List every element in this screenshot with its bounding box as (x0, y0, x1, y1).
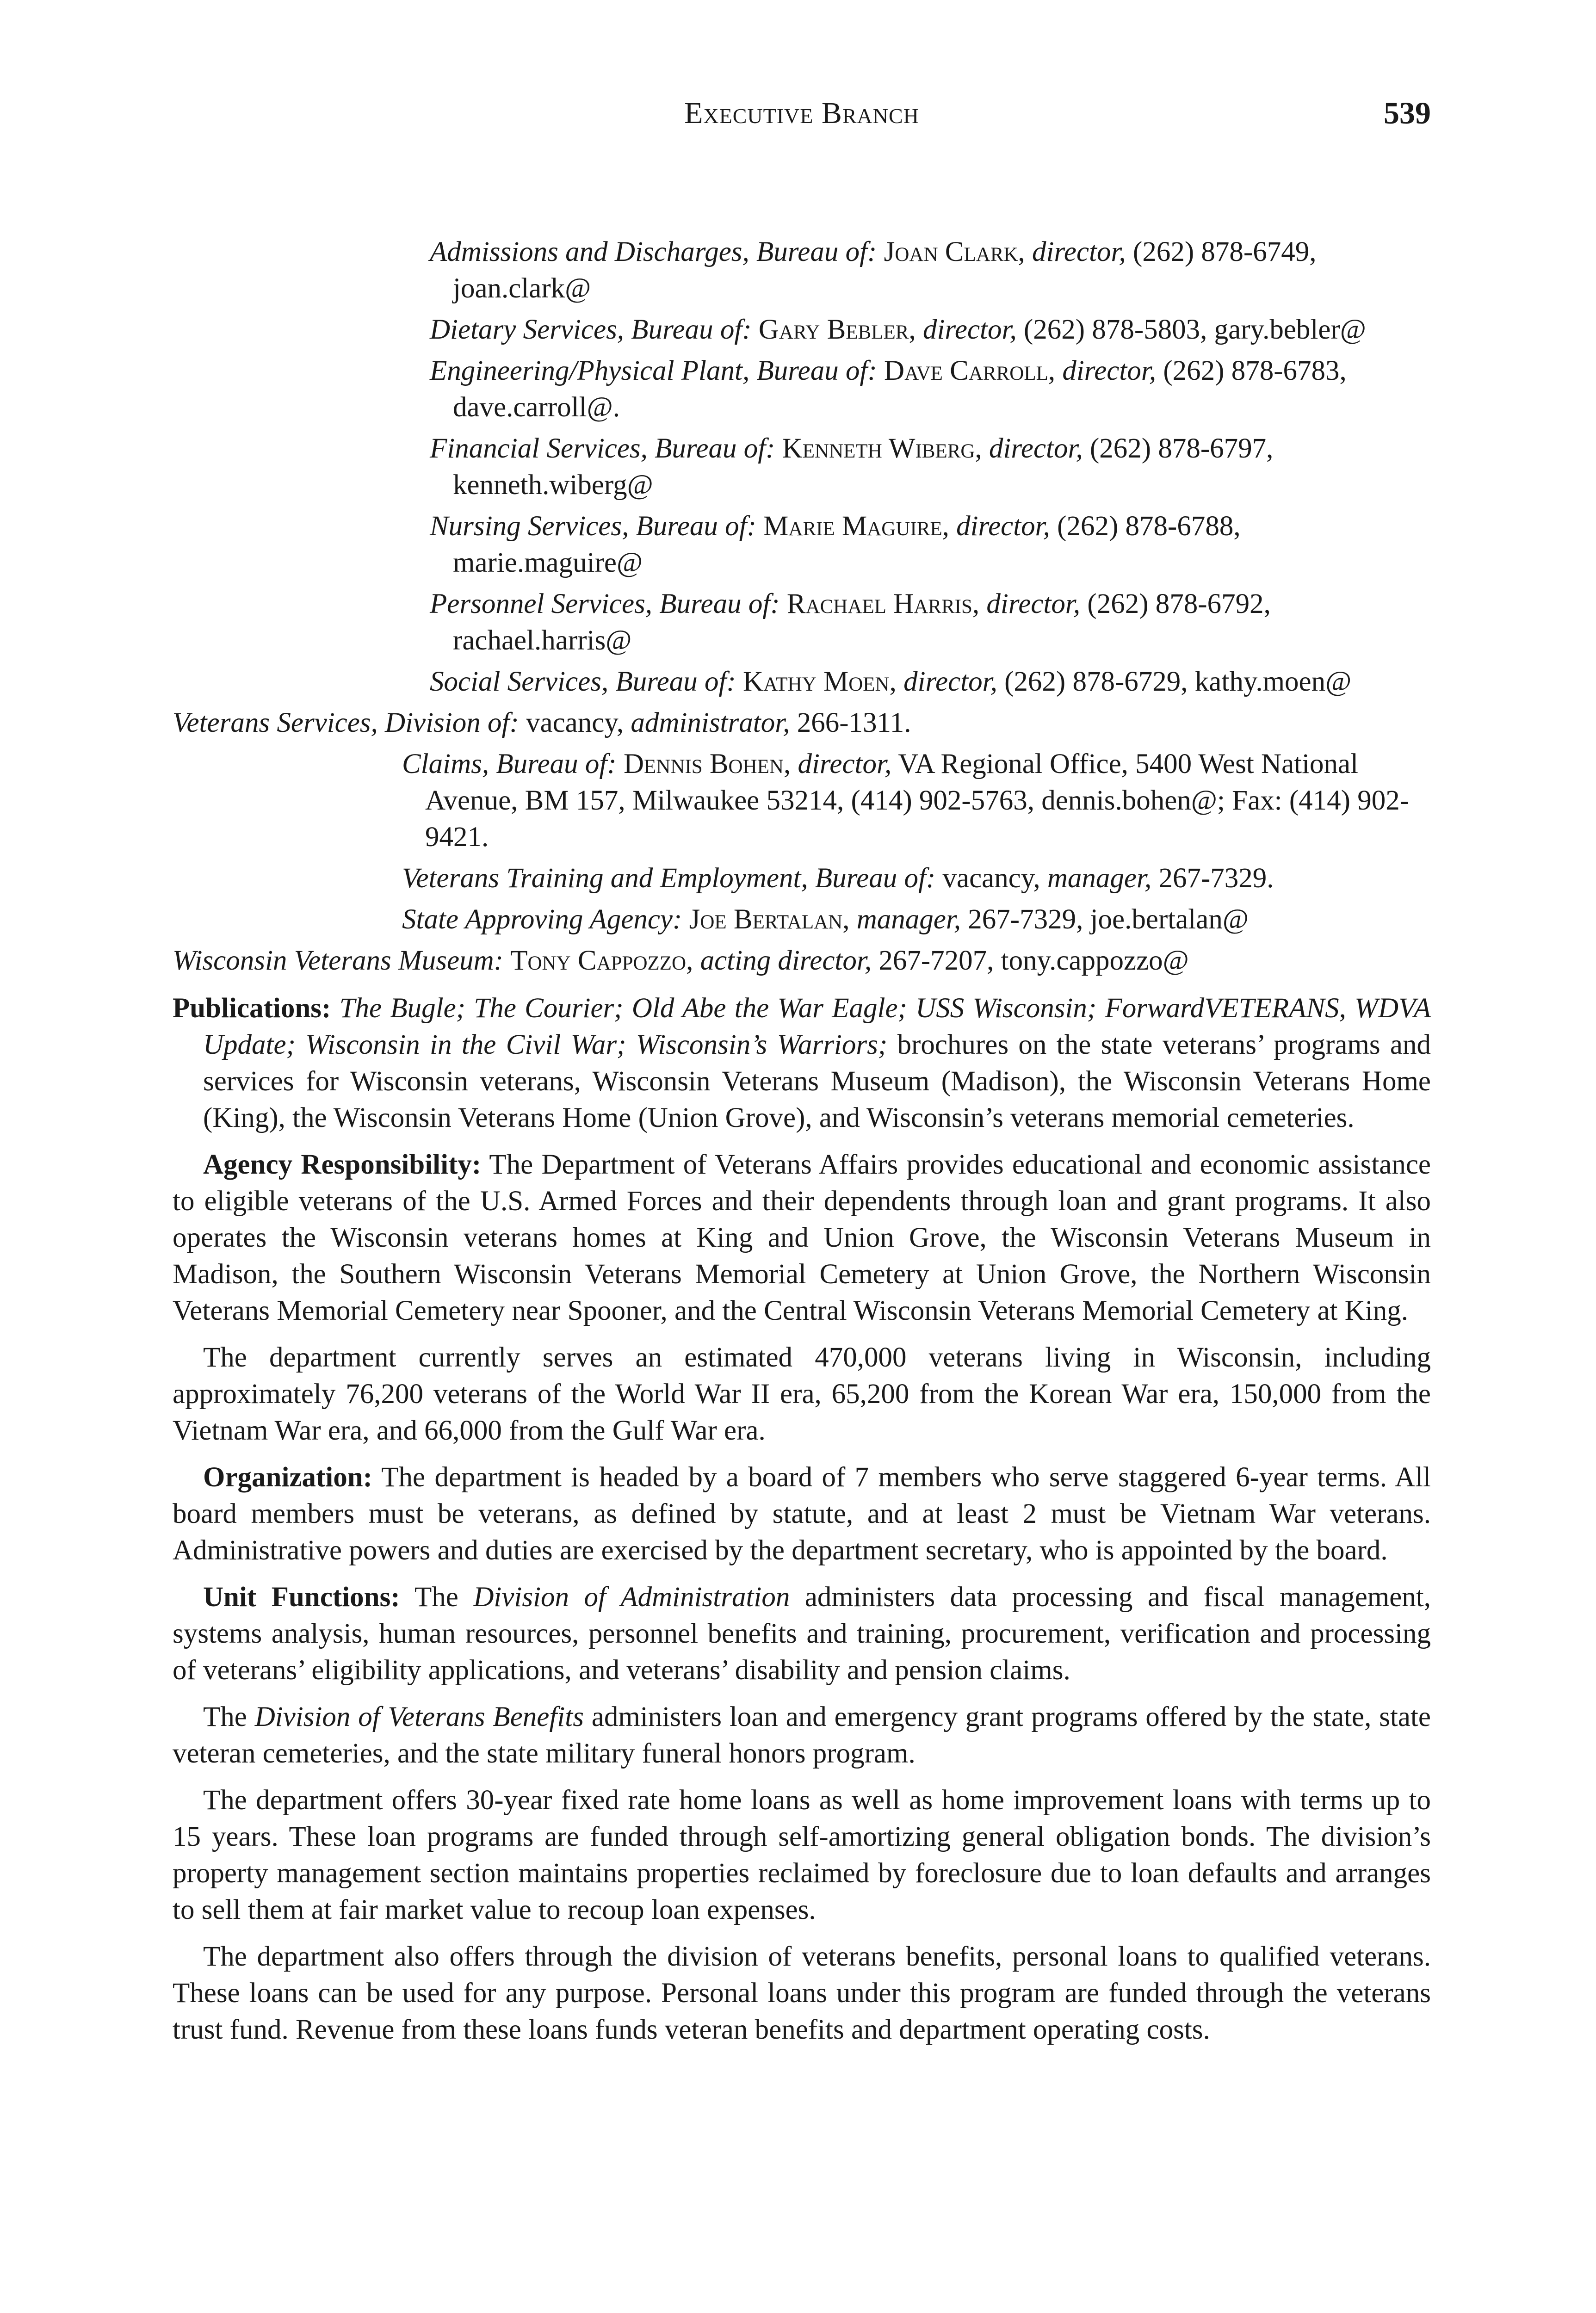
veterans-count-paragraph: The department currently serves an estimated 470,000 veterans living in Wisconsin, including approximately 76,200 veterans of the World War II era, 65,200 from the Korean War era, 150,000 from the Vietnam War era, and 66,000 from the Gulf War era. (173, 1342, 1431, 1446)
unit-name: Personnel Services, Bureau of: (430, 588, 780, 619)
unit-name: Nursing Services, Bureau of: (430, 511, 756, 542)
vacancy-label: vacancy, (942, 863, 1040, 894)
agency-responsibility-paragraph (173, 1146, 1431, 1329)
unit-name: Engineering/Physical Plant, Bureau of: (430, 355, 877, 386)
unit-name: State Approving Agency: (402, 904, 682, 935)
unit-name: Veterans Training and Employment, Bureau of: (402, 863, 936, 894)
contact-info: 266-1311. (797, 707, 911, 738)
unit-name: Financial Services, Bureau of: (430, 433, 775, 464)
division-name: Division of Administration (473, 1582, 790, 1613)
contact-info: 267-7207, tony.cappozzo@ (878, 945, 1189, 976)
contact-info: (262) 878-6788, marie.maguire@ (453, 511, 1241, 578)
page-header (173, 95, 1431, 136)
contact-info: (262) 878-5803, gary.bebler@ (1023, 314, 1366, 345)
role-title: director, (1062, 355, 1157, 386)
unit-functions-label: Unit Functions: (203, 1582, 400, 1613)
directory-entry (173, 860, 1431, 897)
publications-paragraph (173, 990, 1431, 1136)
unit-name: Dietary Services, Bureau of: (430, 314, 752, 345)
contact-info: VA Regional Office, 5400 West National Avenue, BM 157, Milwaukee 53214, (414) 902-5763, dennis.bohen@; Fax: (414) 902-9421. (425, 748, 1410, 853)
agency-responsibility-label: Agency Responsibility: (203, 1149, 482, 1180)
directory-entry: Nursing Services, Bureau of: Marie Maguire, director, (262) 878-6788, marie.maguire@ (430, 511, 1241, 578)
role-title: manager, (1047, 863, 1152, 894)
unit-name: Social Services, Bureau of: (430, 666, 736, 697)
role-title: administrator, (631, 707, 790, 738)
role-title: director, (903, 666, 997, 697)
role-title: manager, (856, 904, 961, 935)
directory-entry: Claims, Bureau of: Dennis Bohen, director, VA Regional Office, 5400 West National Avenue, BM 157, Milwaukee 53214, (414) 902-5763, dennis.bohen@; Fax: (414) 902-9421. (402, 748, 1410, 853)
person-name: Dennis Bohen (623, 748, 784, 779)
person-name: Gary Bebler (758, 314, 909, 345)
directory-entry: Dietary Services, Bureau of: Gary Bebler, director, (262) 878-5803, gary.bebler@ (430, 314, 1366, 345)
person-name: Joan Clark (884, 236, 1018, 267)
organization-label: Organization: (203, 1462, 372, 1493)
person-name: Dave Carroll (884, 355, 1048, 386)
directory-list (173, 234, 1431, 979)
role-title: director, (798, 748, 892, 779)
role-title: director, (986, 588, 1081, 619)
contact-info: (262) 878-6792, rachael.harris@ (453, 588, 1271, 656)
unit-name: Veterans Services, Division of: (173, 707, 519, 738)
contact-info: 267-7329. (1158, 863, 1274, 894)
directory-entry: Social Services, Bureau of: Kathy Moen, director, (262) 878-6729, kathy.moen@ (430, 666, 1352, 697)
home-loans-paragraph: The department offers 30-year fixed rate home loans as well as home improvement loans with terms up to 15 years. These loan programs are funded through self-amortizing general obligation bonds. The division’s property management section maintains properties reclaimed by foreclosure due to loan defaults and arranges to sell them at fair market value to recoup loan expenses. (173, 1785, 1431, 1925)
publications-label: Publications: (173, 993, 331, 1024)
contact-info: (262) 878-6783, dave.carroll@. (453, 355, 1347, 423)
unit-functions-paragraph (173, 1579, 1431, 1688)
text-fragment: administers loan and emergency grant programs offered by the state, state veteran cemeteries, and the state military funeral honors program. (173, 1701, 1431, 1769)
organization-paragraph (173, 1459, 1431, 1569)
role-title: director, (989, 433, 1083, 464)
page-number: 539 (1384, 95, 1431, 130)
agency-responsibility-text: The Department of Veterans Affairs provides educational and economic assistance to eligible veterans of the U.S. Armed Forces and their dependents through loan and grant programs. It also operates the Wisconsin veterans homes at King and Union Grove, the Wisconsin Veterans Museum in Madison, the Southern Wisconsin Veterans Memorial Cemetery at Union Grove, the Northern Wisconsin Veterans Memorial Cemetery near Spooner, and the Central Wisconsin Veterans Memorial Cemetery at King. (173, 1149, 1431, 1326)
unit-name: Admissions and Discharges, Bureau of: (430, 236, 877, 267)
publications-text: brochures on the state veterans’ programs and services for Wisconsin veterans, Wisconsin Veterans Museum (Madison), the Wisconsin Veterans Home (King), the Wisconsin Veterans Home (Union Grove), and Wisconsin’s veterans memorial cemeteries. (203, 1029, 1431, 1133)
directory-entry: Wisconsin Veterans Museum: Tony Cappozzo, acting director, 267-7207, tony.cappozzo@ (173, 945, 1189, 976)
contact-info: (262) 878-6797, kenneth.wiberg@ (453, 433, 1274, 501)
text-fragment: administers data processing and fiscal management, systems analysis, human resources, personnel benefits and training, procurement, verification and processing of veterans’ eligibility applications, and veterans’ disability and pension claims. (173, 1582, 1431, 1686)
person-name: Tony Cappozzo (510, 945, 687, 976)
personal-loans-paragraph: The department also offers through the division of veterans benefits, personal loans to qualified veterans. These loans can be used for any purpose. Personal loans under this program are funded through the veterans trust fund. Revenue from these loans funds veteran benefits and department operating costs. (173, 1941, 1431, 2045)
directory-entry: Engineering/Physical Plant, Bureau of: Dave Carroll, director, (262) 878-6783, dave.carroll@. (430, 355, 1347, 423)
vacancy-label: vacancy, (526, 707, 624, 738)
contact-info: 267-7329, joe.bertalan@ (968, 904, 1249, 935)
directory-entry: Financial Services, Bureau of: Kenneth Wiberg, director, (262) 878-6797, kenneth.wiberg@ (430, 433, 1274, 501)
person-name: Kathy Moen (743, 666, 890, 697)
running-head: Executive Branch (684, 96, 919, 130)
directory-entry: State Approving Agency: Joe Bertalan, manager, 267-7329, joe.bertalan@ (402, 904, 1249, 935)
text-fragment: The (414, 1582, 458, 1613)
division-name: Division of Veterans Benefits (254, 1701, 584, 1732)
veterans-benefits-paragraph (173, 1699, 1431, 1772)
contact-info: (262) 878-6749, joan.clark@ (453, 236, 1317, 304)
person-name: Joe Bertalan (689, 904, 843, 935)
directory-entry (173, 705, 1431, 741)
person-name: Rachael Harris (786, 588, 972, 619)
directory-entry: Admissions and Discharges, Bureau of: Joan Clark, director, (262) 878-6749, joan.clark@ (430, 236, 1317, 304)
role-title: acting director, (700, 945, 872, 976)
person-name: Kenneth Wiberg (782, 433, 975, 464)
role-title: director, (956, 511, 1050, 542)
directory-entry: Personnel Services, Bureau of: Rachael Harris, director, (262) 878-6792, rachael.harris@ (430, 588, 1271, 656)
role-title: director, (922, 314, 1017, 345)
unit-name: Wisconsin Veterans Museum: (173, 945, 503, 976)
contact-info: (262) 878-6729, kathy.moen@ (1004, 666, 1352, 697)
person-name: Marie Maguire (763, 511, 942, 542)
text-fragment: The (203, 1701, 247, 1732)
organization-text: The department is headed by a board of 7 members who serve staggered 6-year terms. All board members must be veterans, as defined by statute, and at least 2 must be Vietnam War veterans. Administrative powers and duties are exercised by the department secretary, who is appointed by the board. (173, 1462, 1431, 1566)
unit-name: Claims, Bureau of: (402, 748, 617, 779)
role-title: director, (1032, 236, 1126, 267)
publication-titles: The Bugle; The Courier; Old Abe the War Eagle; USS Wisconsin; ForwardVETERANS, WDVA Update; Wisconsin in the Civil War; Wisconsin’s Warriors; (203, 993, 1431, 1060)
page-body (173, 234, 1431, 2058)
